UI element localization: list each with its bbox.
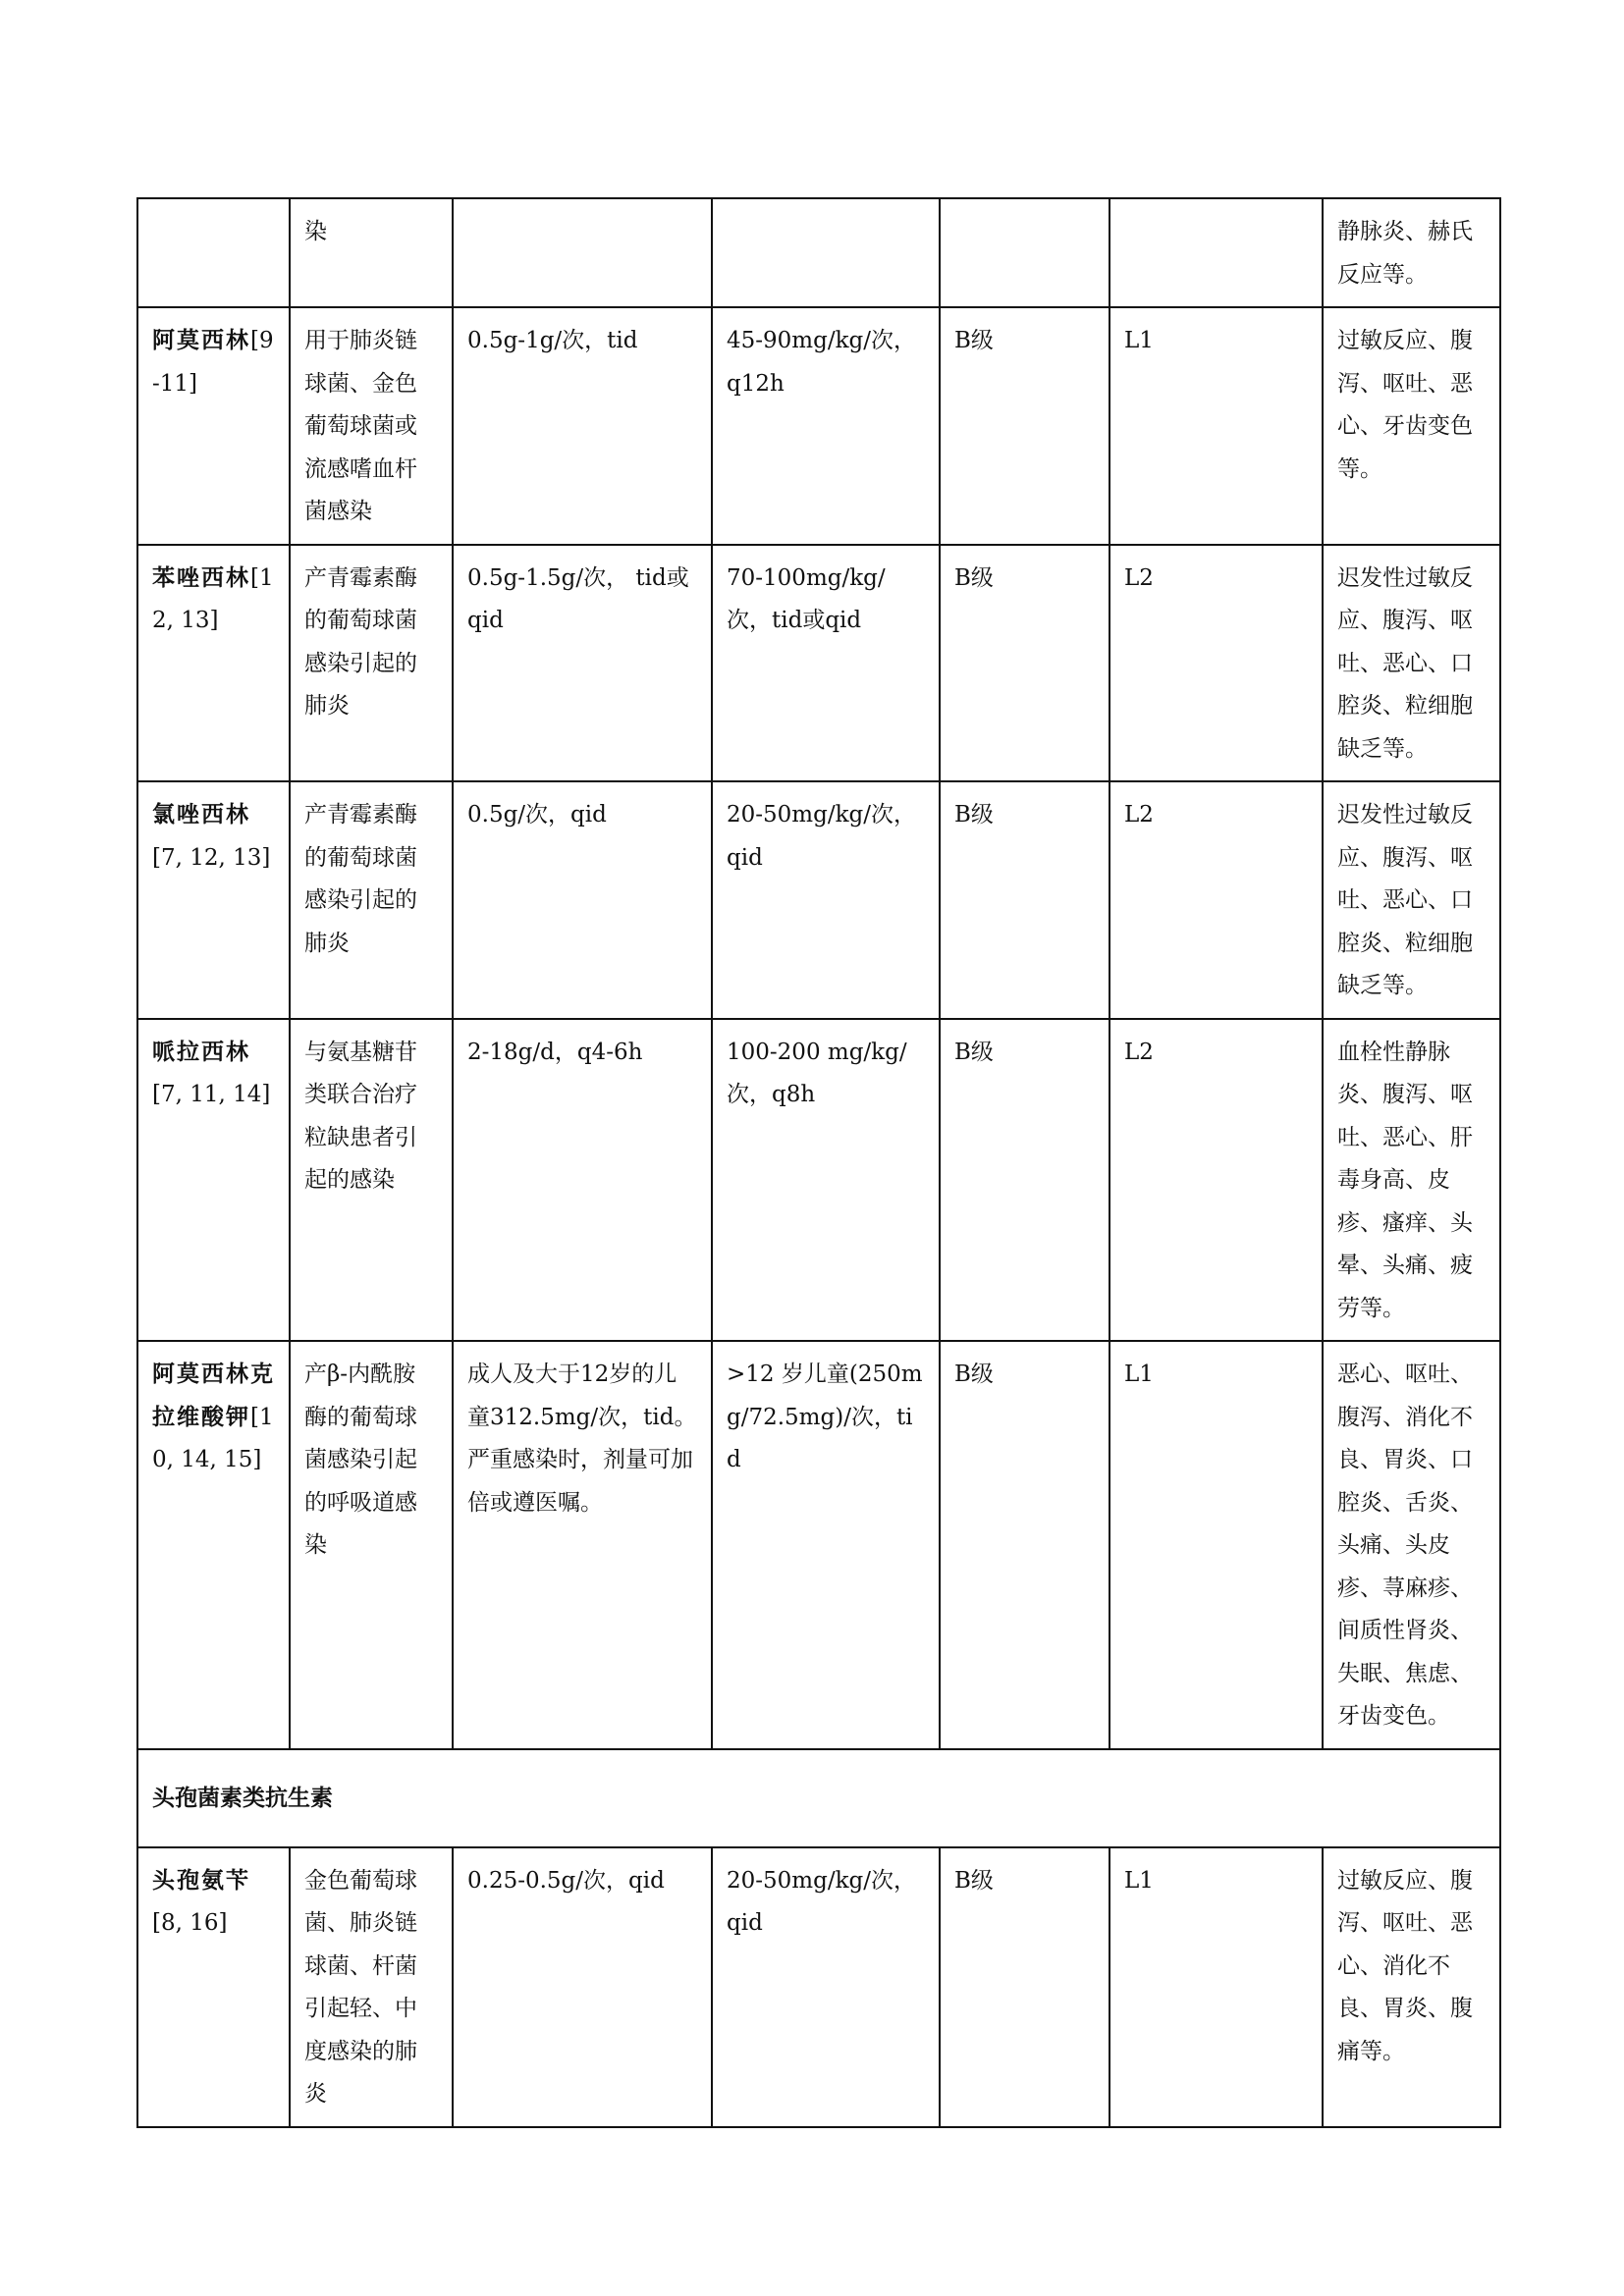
lactation-cell: L2 xyxy=(1110,781,1323,1019)
adult-dose-cell: 2-18g/d，q4-6h xyxy=(453,1019,712,1342)
lactation-cell: L1 xyxy=(1110,1847,1323,2127)
lactation-cell: L2 xyxy=(1110,1019,1323,1342)
adverse-cell: 过敏反应、腹泻、呕吐、恶心、牙齿变色等。 xyxy=(1323,307,1500,545)
adult-dose-cell: 0.5g/次，qid xyxy=(453,781,712,1019)
section-title: 头孢菌素类抗生素 xyxy=(137,1749,1500,1847)
table-row xyxy=(137,1341,1500,1749)
reference: [9-11] xyxy=(152,328,274,397)
drug-name: 阿莫西林 xyxy=(152,328,250,353)
pregnancy-cell: B级 xyxy=(940,545,1110,782)
drug-name: 头孢氨苄 xyxy=(152,1867,250,1894)
drug-name-cell xyxy=(137,198,290,307)
drug-name-cell xyxy=(137,1019,290,1342)
reference: [8, 16] xyxy=(152,1910,228,1936)
indication-cell: 与氨基糖苷类联合治疗粒缺患者引起的感染 xyxy=(290,1019,453,1342)
table-row xyxy=(137,781,1500,1019)
child-dose-cell: 45-90mg/kg/次，q12h xyxy=(712,307,940,545)
indication-cell: 金色葡萄球菌、肺炎链球菌、杆菌引起轻、中度感染的肺炎 xyxy=(290,1847,453,2127)
drug-name-cell xyxy=(137,781,290,1019)
continuation-row xyxy=(137,198,1500,307)
reference: [7, 11, 14] xyxy=(152,1082,271,1107)
adult-dose-cell: 成人及大于12岁的儿童312.5mg/次，tid。严重感染时，剂量可加倍或遵医嘱。 xyxy=(453,1341,712,1749)
pregnancy-cell xyxy=(940,198,1110,307)
indication-cell: 用于肺炎链球菌、金色葡萄球菌或流感嗜血杆菌感染 xyxy=(290,307,453,545)
child-dose-cell: 20-50mg/kg/次，qid xyxy=(712,781,940,1019)
drug-name-cell xyxy=(137,1341,290,1749)
adverse-cell: 迟发性过敏反应、腹泻、呕吐、恶心、口腔炎、粒细胞缺乏等。 xyxy=(1323,781,1500,1019)
table-row xyxy=(137,1019,1500,1342)
drug-name: 氯唑西林 xyxy=(152,802,250,828)
drug-name: 阿莫西林克拉维酸钾 xyxy=(152,1362,275,1430)
lactation-cell: L1 xyxy=(1110,1341,1323,1749)
adult-dose-cell: 0.25-0.5g/次，qid xyxy=(453,1847,712,2127)
child-dose-cell xyxy=(712,198,940,307)
table-row xyxy=(137,545,1500,782)
table-row xyxy=(137,307,1500,545)
adverse-cell: 迟发性过敏反应、腹泻、呕吐、恶心、口腔炎、粒细胞缺乏等。 xyxy=(1323,545,1500,782)
reference: [7, 12, 13] xyxy=(152,844,271,871)
drug-name-cell xyxy=(137,1847,290,2127)
drug-name-cell xyxy=(137,545,290,782)
adverse-cell: 血栓性静脉炎、腹泻、呕吐、恶心、肝毒身高、皮疹、瘙痒、头晕、头痛、疲劳等。 xyxy=(1323,1019,1500,1342)
child-dose-cell: >12 岁儿童(250mg/72.5mg)/次，tid xyxy=(712,1341,940,1749)
table-row xyxy=(137,1847,1500,2127)
pregnancy-cell: B级 xyxy=(940,307,1110,545)
child-dose-cell: 70-100mg/kg/次，tid或qid xyxy=(712,545,940,782)
child-dose-cell: 100-200 mg/kg/次，q8h xyxy=(712,1019,940,1342)
drug-table xyxy=(136,197,1501,2128)
lactation-cell xyxy=(1110,198,1323,307)
reference: [12, 13] xyxy=(152,564,274,633)
lactation-cell: L2 xyxy=(1110,545,1323,782)
adverse-cell: 恶心、呕吐、腹泻、消化不良、胃炎、口腔炎、舌炎、头痛、头皮疹、荨麻疹、间质性肾炎、失眠、焦虑、牙齿变色。 xyxy=(1323,1341,1500,1749)
adverse-cell: 过敏反应、腹泻、呕吐、恶心、消化不良、胃炎、腹痛等。 xyxy=(1323,1847,1500,2127)
drug-name: 哌拉西林 xyxy=(152,1039,250,1065)
indication-cell: 产青霉素酶的葡萄球菌感染引起的肺炎 xyxy=(290,545,453,782)
adult-dose-cell xyxy=(453,198,712,307)
adult-dose-cell: 0.5g-1.5g/次， tid或qid xyxy=(453,545,712,782)
adverse-cell: 静脉炎、赫氏反应等。 xyxy=(1323,198,1500,307)
drug-name-cell xyxy=(137,307,290,545)
indication-cell: 产青霉素酶的葡萄球菌感染引起的肺炎 xyxy=(290,781,453,1019)
reference: [10, 14, 15] xyxy=(152,1404,274,1472)
child-dose-cell: 20-50mg/kg/次，qid xyxy=(712,1847,940,2127)
adult-dose-cell: 0.5g-1g/次，tid xyxy=(453,307,712,545)
indication-cell: 产β-内酰胺酶的葡萄球菌感染引起的呼吸道感染 xyxy=(290,1341,453,1749)
pregnancy-cell: B级 xyxy=(940,1341,1110,1749)
section-row xyxy=(137,1749,1500,1847)
pregnancy-cell: B级 xyxy=(940,781,1110,1019)
drug-name: 苯唑西林 xyxy=(152,564,250,591)
pregnancy-cell: B级 xyxy=(940,1019,1110,1342)
indication-cell: 染 xyxy=(290,198,453,307)
lactation-cell: L1 xyxy=(1110,307,1323,545)
pregnancy-cell: B级 xyxy=(940,1847,1110,2127)
